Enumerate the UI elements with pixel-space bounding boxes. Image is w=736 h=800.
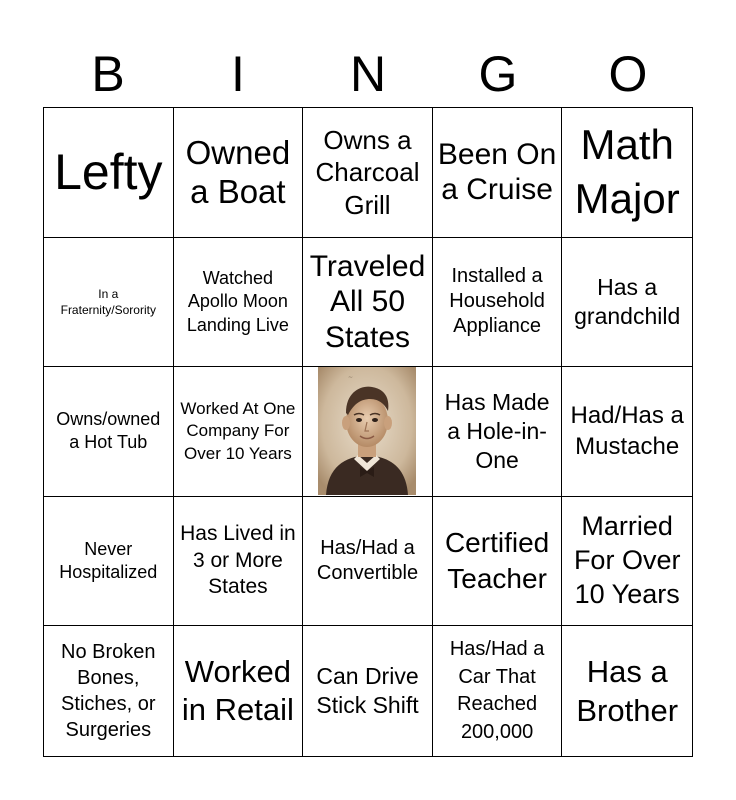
cell-text: Has/Had a Convertible: [316, 536, 419, 585]
bingo-cell[interactable]: [174, 626, 304, 756]
header-letter-g: G: [478, 46, 518, 102]
cell-text: Married For Over 10 Years: [573, 511, 681, 609]
bingo-cell[interactable]: [562, 108, 692, 238]
bingo-board: [43, 107, 693, 757]
cell-text: Has Lived in 3 or More States: [180, 522, 296, 599]
bingo-cell[interactable]: [44, 238, 174, 368]
cell-text: Worked At One Company For Over 10 Years: [180, 399, 296, 463]
vintage-boy-portrait-icon: [318, 367, 416, 495]
cell-text: Worked in Retail: [181, 654, 294, 728]
bingo-cell[interactable]: [44, 108, 174, 238]
bingo-cell[interactable]: [433, 626, 563, 756]
bingo-cell[interactable]: [433, 238, 563, 368]
cell-text: Never Hospitalized: [59, 538, 158, 583]
cell-text: Owns/owned a Hot Tub: [56, 409, 161, 453]
bingo-cell[interactable]: [433, 108, 563, 238]
bingo-cell[interactable]: [174, 497, 304, 627]
cell-text: Been On a Cruise: [437, 137, 557, 207]
bingo-cell[interactable]: [433, 497, 563, 627]
bingo-cell[interactable]: [174, 108, 304, 238]
cell-text: Has Made a Hole-in-One: [444, 388, 550, 474]
bingo-cell[interactable]: [562, 497, 692, 627]
bingo-cell[interactable]: [303, 626, 433, 756]
bingo-cell[interactable]: [303, 497, 433, 627]
cell-text: Had/Has a Mustache: [570, 402, 684, 461]
cell-text: Owns a Charcoal Grill: [315, 124, 420, 220]
cell-text: Can Drive Stick Shift: [316, 662, 419, 719]
bingo-cell[interactable]: [44, 367, 174, 497]
cell-text: Certified Teacher: [444, 526, 550, 595]
bingo-cell[interactable]: [562, 367, 692, 497]
cell-text: Math Major: [574, 120, 680, 223]
bingo-cell[interactable]: [433, 367, 563, 497]
bingo-cell[interactable]: [174, 238, 304, 368]
bingo-cell[interactable]: [562, 626, 692, 756]
cell-text: Owned a Boat: [185, 133, 291, 211]
bingo-cell[interactable]: [303, 238, 433, 368]
cell-text: Installed a Household Appliance: [449, 265, 545, 338]
cell-text: Lefty: [54, 144, 163, 201]
free-space-cell[interactable]: [303, 367, 433, 497]
cell-text: Traveled All 50 States: [309, 249, 426, 354]
header-letter-o: O: [608, 46, 648, 102]
bingo-cell[interactable]: [174, 367, 304, 497]
bingo-cell[interactable]: [44, 626, 174, 756]
cell-text: Watched Apollo Moon Landing Live: [186, 267, 289, 335]
cell-text: Has a grandchild: [574, 273, 681, 329]
bingo-header: [43, 40, 693, 108]
header-letter-n: N: [349, 46, 387, 102]
bingo-cell[interactable]: [562, 238, 692, 368]
header-letter-i: I: [231, 46, 245, 102]
cell-text: Has a Brother: [576, 653, 679, 729]
cell-text: In a Fraternity/Sorority: [60, 286, 156, 317]
svg-text:~: ~: [348, 374, 354, 382]
bingo-cell[interactable]: [303, 108, 433, 238]
header-letter-b: B: [91, 46, 125, 102]
free-space-photo: [318, 367, 416, 495]
bingo-cell[interactable]: [44, 497, 174, 627]
cell-text: Has/Had a Car That Reached 200,000: [449, 638, 545, 743]
cell-text: No Broken Bones, Stiches, or Surgeries: [61, 641, 156, 742]
